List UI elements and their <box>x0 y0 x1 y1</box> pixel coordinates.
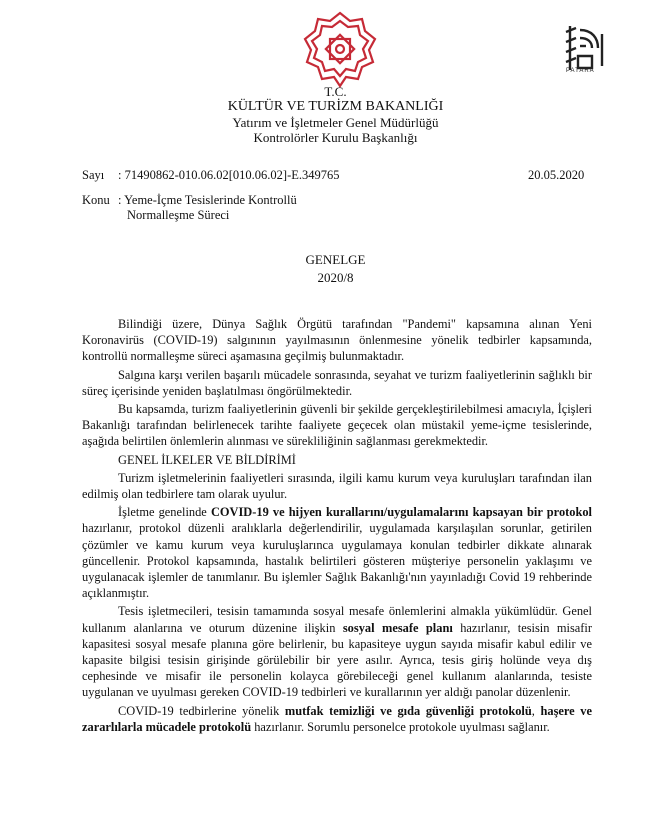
konu-value-line2: Normalleşme Süreci <box>127 208 230 222</box>
paragraph-1: Bilindiği üzere, Dünya Sağlık Örgütü tarafından "Pandemi" kapsamına alınan Yeni Koronavirüs (COVID-19) salgınının yayılmasının önlenmesine yönelik tedbirler kapsamında, kontrollü normalleşme süreci aşamasına geçilmiş bulunmaktadır. <box>82 317 592 364</box>
p5-bold: COVID-19 ve hijyen kurallarını/uygulamalarını kapsayan bir protokol <box>210 505 592 520</box>
header-directorate: Yatırım ve İşletmeler Genel Müdürlüğü <box>232 115 439 130</box>
p6-text-c: hazırlanır, tesisin misafir kapasitesi sosyal mesafe planına göre belirlenir, bu kapasiteye uygun sayıda misafir kabul edilir ve kapasite bilgisi tesisin girişinde görülebilir bir yere asılır. Ayrıca, tesis giriş holünde veya dış cephesinde ve misafir ile personelin kolayca görebileceği genel kullanım alanlarında, tesiste uygulanan ve uyulması gereken COVID-19 tedbirleri ve kurallarının yer aldığı panolar düzenlenir. <box>82 620 592 700</box>
header-tc: T.C. <box>324 84 347 99</box>
sayi-label: Sayı <box>82 168 105 182</box>
document-date: 20.05.2020 <box>528 168 585 182</box>
p6-text-a: Tesis işletmecileri, tesisin tamamında sosyal mesafe önlemlerini almakla yükümlüdür. Genel kullanım alanlarına ve oturum düzenine ilişkin <box>82 604 592 635</box>
paragraph-2: Salgına karşı verilen başarılı mücadele sonrasında, seyahat ve turizm faaliyetlerinin sağlıklı bir süreç içerisinde yeniden başlatılması öngörülmektedir. <box>82 367 592 398</box>
circular-title: GENELGE <box>305 252 366 267</box>
header-board: Kontrolörler Kurulu Başkanlığı <box>253 130 418 145</box>
p5-text-c: hazırlanır, protokol düzenli aralıklarla değerlendirilir, uygulamada karşılaşılan sorunlar, getirilen çözümler ve kamu kurum veya kuruluşlarınca uygulamaya konulan tedbirler dikkate alınarak güncellenir. Protokol kapsamında, hastalık belirtileri gösteren müşteriye personelin yaklaşımı ve uygulanacak işlemler de tanımlanır. Bu işlemler Sağlık Bakanlığı'nın yayınladığı Covid 19 rehberinde açıklanmıştır. <box>82 521 592 601</box>
ministry-emblem-icon <box>301 10 379 88</box>
patara-logo-text: PATARA <box>566 68 595 74</box>
sayi-value: : 71490862-010.06.02[010.06.02]-E.349765 <box>118 168 340 182</box>
paragraph-7 <box>82 703 592 735</box>
paragraph-6 <box>82 603 592 700</box>
paragraph-4: Turizm işletmelerinin faaliyetleri sırasında, ilgili kamu kurum veya kuruluşları tarafından ilan edilmiş olan tedbirlere tam olarak uyulur. <box>82 470 592 502</box>
p6-bold: sosyal mesafe planı <box>342 620 453 635</box>
paragraph-5 <box>82 504 592 601</box>
circular-number: 2020/8 <box>317 270 354 285</box>
p7-bold-2: haşere ve zararlılarla mücadele protokolü <box>82 703 592 734</box>
paragraph-3: Bu kapsamda, turizm faaliyetlerinin güvenli bir şekilde gerçekleştirilebilmesi amacıyla, İçişleri Bakanlığı tarafından belirlenecek tarihte faaliyete geçecek olan müstakil yeme-içme tesislerinde, aşağıda belirtilen önlemlerin alınması ve sürekliliğinin sağlanması gerekmektedir. <box>82 402 592 449</box>
document-body <box>82 316 592 737</box>
p7-text-e: hazırlanır. Sorumlu personelce protokole uyulması sağlanır. <box>251 719 550 734</box>
konu-label: Konu <box>82 193 110 207</box>
p7-bold-1: mutfak temizliği ve gıda güvenliği protokolü <box>284 703 532 718</box>
p5-text-a: İşletme genelinde <box>118 505 211 520</box>
p7-text-c: , <box>531 703 541 718</box>
section-heading: GENEL İLKELER VE BİLDİRİMİ <box>118 452 296 467</box>
konu-value-line1: : Yeme-İçme Tesislerinde Kontrollü <box>118 193 297 207</box>
header-ministry: KÜLTÜR VE TURİZM BAKANLIĞI <box>227 99 444 114</box>
p7-text-a: COVID-19 tedbirlerine yönelik <box>118 703 285 718</box>
